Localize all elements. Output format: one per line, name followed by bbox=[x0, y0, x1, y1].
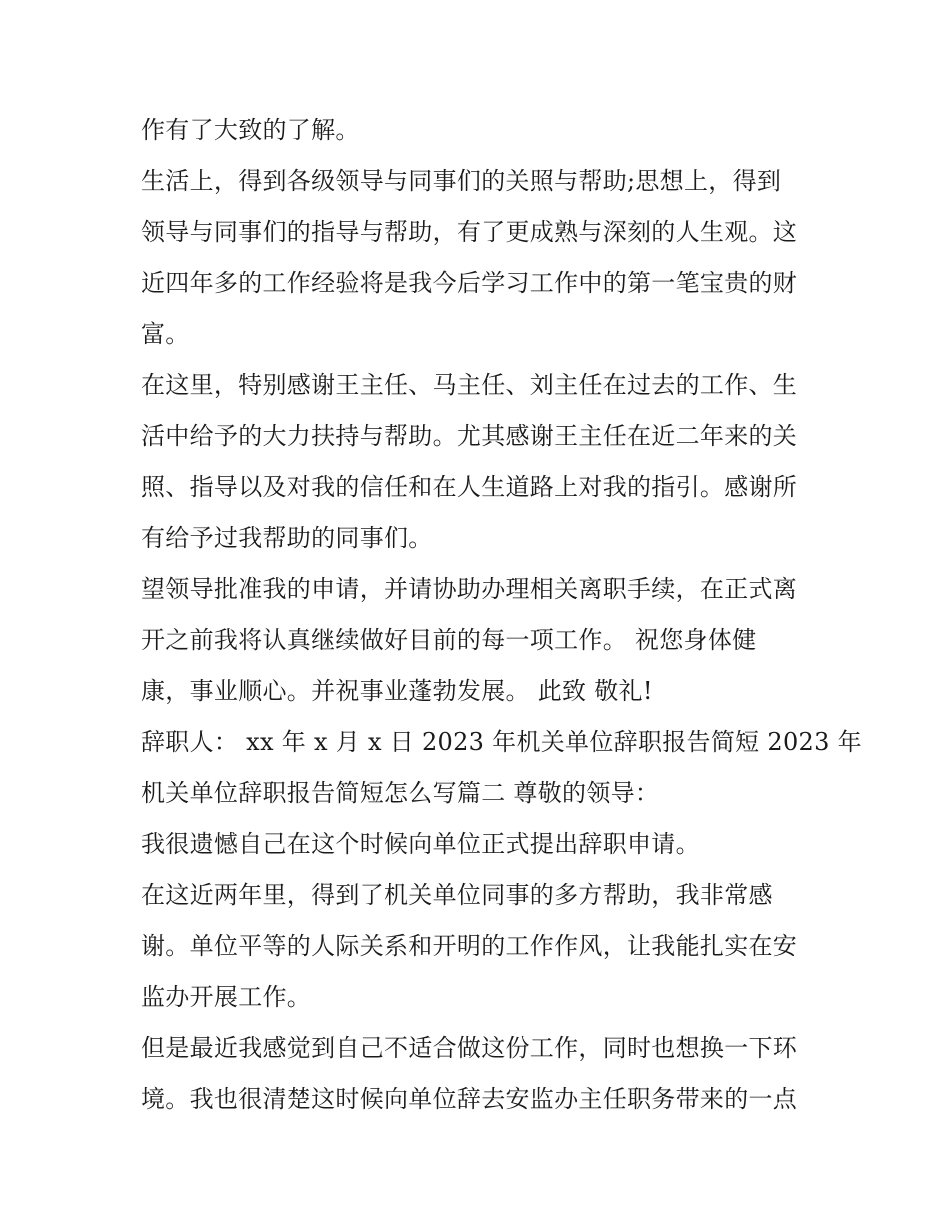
text-line: 望领导批准我的申请，并请协助办理相关离职手续，在正式离 bbox=[141, 575, 798, 603]
text-line: 作有了大致的了解。 bbox=[141, 116, 360, 144]
text-line: 活中给予的大力扶持与帮助。尤其感谢王主任在近二年来的关 bbox=[141, 422, 798, 450]
text-line: 生活上，得到各级领导与同事们的关照与帮助;思想上，得到 bbox=[141, 167, 782, 195]
document-body bbox=[141, 105, 862, 1125]
text-line: 在这里，特别感谢王主任、马主任、刘主任在过去的工作、生 bbox=[141, 371, 798, 399]
text-line: 境。我也很清楚这时候向单位辞去安监办主任职务带来的一点 bbox=[141, 1085, 798, 1113]
text-line: 照、指导以及对我的信任和在人生道路上对我的指引。感谢所 bbox=[141, 473, 798, 501]
text-line: 开之前我将认真继续做好目前的每一项工作。 祝您身体健 bbox=[141, 626, 757, 654]
text-line: 富。 bbox=[141, 320, 190, 348]
text-line: 有给予过我帮助的同事们。 bbox=[141, 524, 433, 552]
text-line: 我很遗憾自己在这个时候向单位正式提出辞职申请。 bbox=[141, 830, 700, 858]
text-line: 谢。单位平等的人际关系和开明的工作作风，让我能扎实在安 bbox=[141, 932, 798, 960]
text-line: 近四年多的工作经验将是我今后学习工作中的第一笔宝贵的财 bbox=[141, 269, 798, 297]
text-line: 康，事业顺心。并祝事业蓬勃发展。 此致 敬礼! bbox=[141, 677, 653, 705]
text-line: 辞职人： xx 年 x 月 x 日 2023 年机关单位辞职报告简短 2023 年 bbox=[141, 728, 862, 756]
text-line: 机关单位辞职报告简短怎么写篇二 尊敬的领导： bbox=[141, 779, 660, 807]
text-line: 但是最近我感觉到自己不适合做这份工作，同时也想换一下环 bbox=[141, 1034, 798, 1062]
text-line: 在这近两年里，得到了机关单位同事的多方帮助，我非常感 bbox=[141, 881, 773, 909]
text-line: 监办开展工作。 bbox=[141, 983, 312, 1011]
text-line: 领导与同事们的指导与帮助，有了更成熟与深刻的人生观。这 bbox=[141, 218, 798, 246]
